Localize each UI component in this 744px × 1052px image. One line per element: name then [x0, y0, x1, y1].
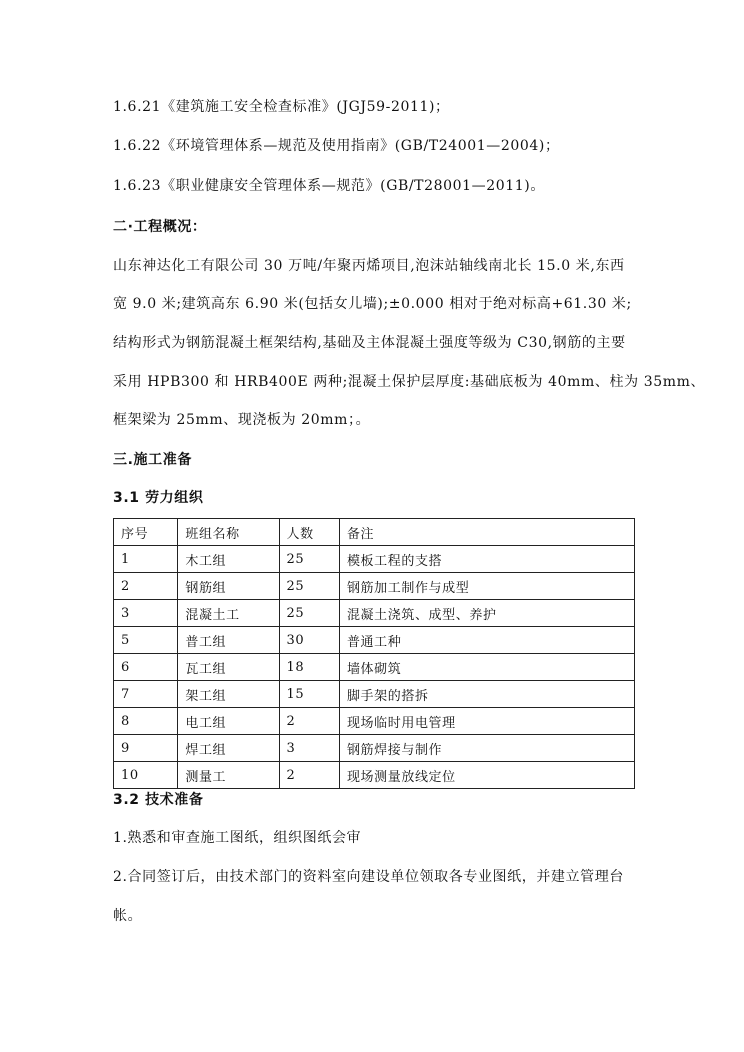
table-cell: 30	[279, 627, 339, 654]
table-row	[114, 681, 635, 708]
table-cell: 架工组	[178, 681, 279, 708]
paragraph-line: 宽 9.0 米;建筑高东 6.90 米(包括女儿墙);±0.000 相对于绝对标高+61.30 米;	[113, 296, 632, 312]
table-cell: 15	[279, 681, 339, 708]
table-row	[114, 546, 635, 573]
table-cell: 普工组	[178, 627, 279, 654]
table-row	[114, 600, 635, 627]
table-cell: 3	[114, 600, 178, 627]
table-cell: 焊工组	[178, 735, 279, 762]
table-cell: 墙体砌筑	[339, 654, 634, 681]
table-row	[114, 708, 635, 735]
table-cell: 测量工	[178, 762, 279, 789]
reference-item: 1.6.22《环境管理体系—规范及使用指南》(GB/T24001—2004)；	[113, 138, 560, 154]
table-cell: 5	[114, 627, 178, 654]
paragraph-line: 山东神达化工有限公司 30 万吨/年聚丙烯项目,泡沫站轴线南北长 15.0 米,东西	[113, 258, 625, 274]
table-cell: 现场临时用电管理	[339, 708, 634, 735]
subsection-heading: 3.2 技术准备	[113, 792, 204, 808]
table-cell: 9	[114, 735, 178, 762]
table-cell: 钢筋加工制作与成型	[339, 573, 634, 600]
table-cell: 瓦工组	[178, 654, 279, 681]
table-cell: 3	[279, 735, 339, 762]
paragraph-line: 框架梁为 25mm、现浇板为 20mm；。	[113, 412, 371, 428]
reference-item: 1.6.23《职业健康安全管理体系—规范》(GB/T28001—2011)。	[113, 178, 545, 194]
paragraph-line: 帐。	[113, 908, 143, 924]
table-cell: 10	[114, 762, 178, 789]
table-row	[114, 573, 635, 600]
table-row	[114, 762, 635, 789]
table-cell: 电工组	[178, 708, 279, 735]
table-cell: 1	[114, 546, 178, 573]
table-cell: 25	[279, 546, 339, 573]
section-heading: 三.施工准备	[113, 452, 192, 468]
table-cell: 普通工种	[339, 627, 634, 654]
table-header-cell: 人数	[279, 519, 339, 546]
table-cell: 25	[279, 573, 339, 600]
table-cell: 混凝土工	[178, 600, 279, 627]
paragraph-line: 2.合同签订后，由技术部门的资料室向建设单位领取各专业图纸，并建立管理台	[113, 869, 624, 885]
table-row	[114, 654, 635, 681]
table-cell: 钢筋组	[178, 573, 279, 600]
table-cell: 25	[279, 600, 339, 627]
table-cell: 2	[114, 573, 178, 600]
table-cell: 2	[279, 762, 339, 789]
table-header-row	[114, 519, 635, 546]
section-heading: 二·工程概况：	[113, 219, 207, 235]
paragraph-line: 采用 HPB300 和 HRB400E 两种;混凝土保护层厚度:基础底板为 40mm、柱为 35mm、	[113, 374, 706, 390]
table-row	[114, 735, 635, 762]
table-header-cell: 备注	[339, 519, 634, 546]
table-cell: 模板工程的支搭	[339, 546, 634, 573]
table-header-cell: 序号	[114, 519, 178, 546]
table-cell: 脚手架的搭拆	[339, 681, 634, 708]
table-cell: 8	[114, 708, 178, 735]
reference-item: 1.6.21《建筑施工安全检查标准》(JGJ59-2011)；	[113, 99, 450, 115]
table-cell: 2	[279, 708, 339, 735]
table-header-cell: 班组名称	[178, 519, 279, 546]
table-cell: 6	[114, 654, 178, 681]
table-cell: 混凝土浇筑、成型、养护	[339, 600, 634, 627]
table-cell: 18	[279, 654, 339, 681]
paragraph-line: 1.熟悉和审查施工图纸，组织图纸会审	[113, 830, 362, 846]
table-cell: 现场测量放线定位	[339, 762, 634, 789]
subsection-heading: 3.1 劳力组织	[113, 490, 204, 506]
paragraph-line: 结构形式为钢筋混凝土框架结构,基础及主体混凝土强度等级为 C30,钢筋的主要	[113, 335, 626, 351]
table-cell: 木工组	[178, 546, 279, 573]
table-cell: 7	[114, 681, 178, 708]
labor-organization-table	[113, 518, 635, 789]
table-row	[114, 627, 635, 654]
table-cell: 钢筋焊接与制作	[339, 735, 634, 762]
